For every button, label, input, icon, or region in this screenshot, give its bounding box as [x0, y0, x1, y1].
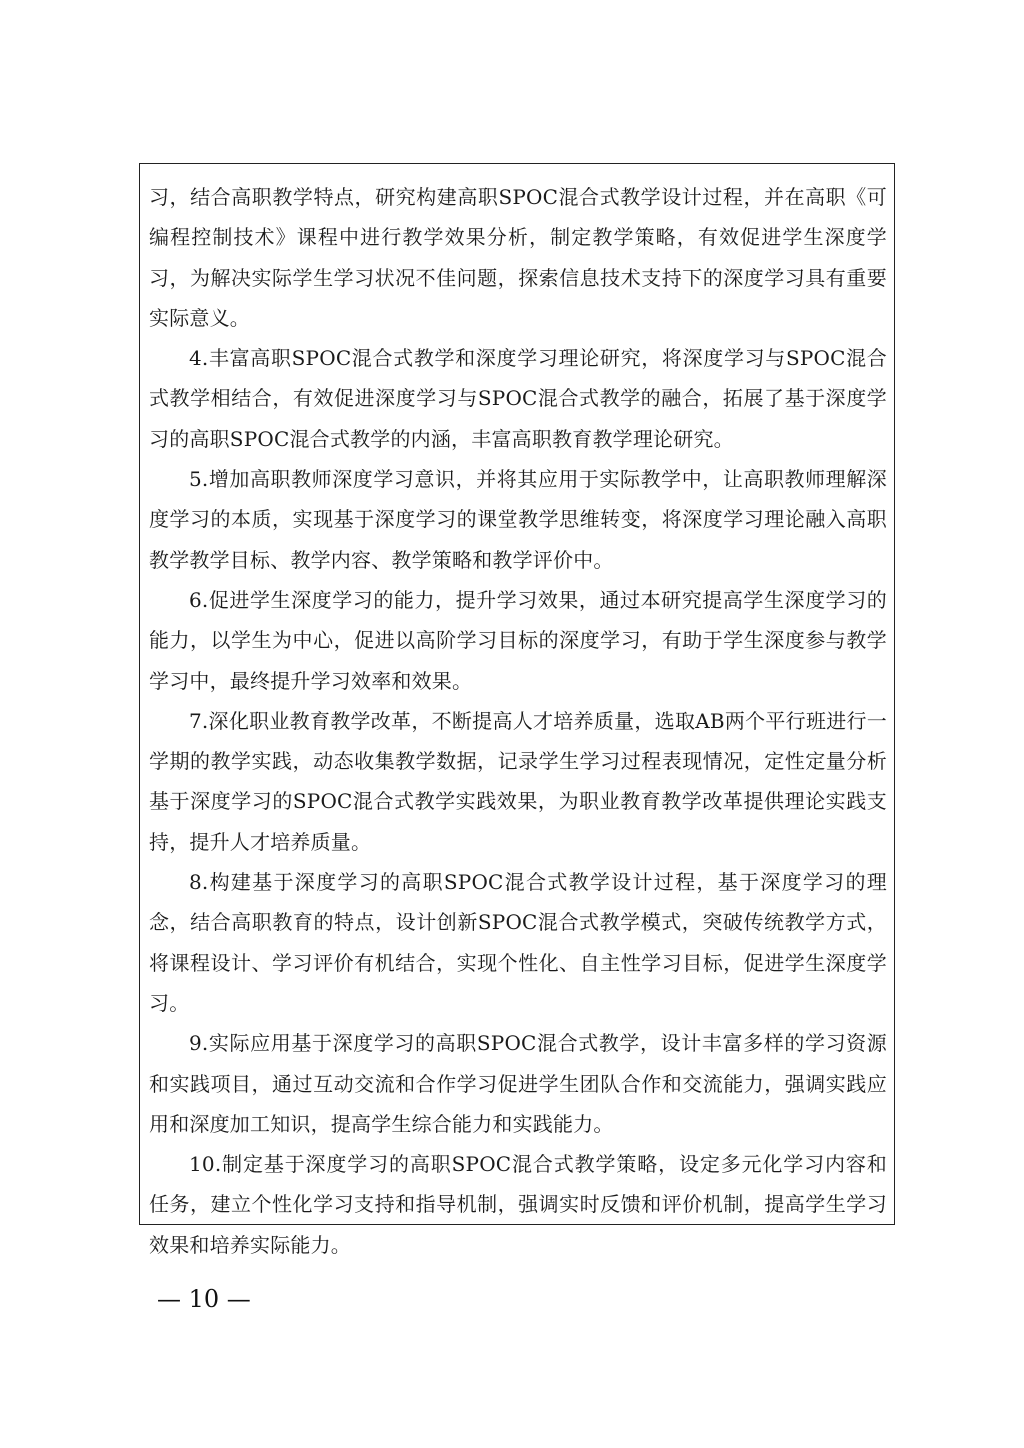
- paragraph-continuation: 习，结合高职教学特点，研究构建高职SPOC混合式教学设计过程，并在高职《可编程控制技术》课程中进行教学效果分析，制定教学策略，有效促进学生深度学习，为解决实际学生学习状况不佳问题，探索信息技术支持下的深度学习具有重要实际意义。: [149, 185, 887, 330]
- page-number: — 10 —: [157, 1285, 251, 1313]
- paragraph-item-5: 5.增加高职教师深度学习意识，并将其应用于实际教学中，让高职教师理解深度学习的本质，实现基于深度学习的课堂教学思维转变，将深度学习理论融入高职教学教学目标、教学内容、教学策略和教学评价中。: [149, 467, 887, 572]
- paragraph-item-6: 6.促进学生深度学习的能力，提升学习效果，通过本研究提高学生深度学习的能力，以学生为中心，促进以高阶学习目标的深度学习，有助于学生深度参与教学学习中，最终提升学习效率和效果。: [149, 587, 887, 693]
- paragraph-item-7: 7.深化职业教育教学改革，不断提高人才培养质量，选取AB两个平行班进行一学期的教学实践，动态收集教学数据，记录学生学习过程表现情况，定性定量分析基于深度学习的SPOC混合式教学实践效果，为职业教育教学改革提供理论实践支持，提升人才培养质量。: [149, 708, 887, 854]
- paragraph-item-4: 4.丰富高职SPOC混合式教学和深度学习理论研究，将深度学习与SPOC混合式教学相结合，有效促进深度学习与SPOC混合式教学的融合，拓展了基于深度学习的高职SPOC混合式教学的内涵，丰富高职教育教学理论研究。: [149, 346, 887, 451]
- paragraph-item-8: 8.构建基于深度学习的高职SPOC混合式教学设计过程，基于深度学习的理念，结合高职教育的特点，设计创新SPOC混合式教学模式，突破传统教学方式，将课程设计、学习评价有机结合，实现个性化、自主性学习目标，促进学生深度学习。: [149, 870, 887, 1015]
- paragraph-item-9: 9.实际应用基于深度学习的高职SPOC混合式教学，设计丰富多样的学习资源和实践项目，通过互动交流和合作学习促进学生团队合作和交流能力，强调实践应用和深度加工知识，提高学生综合能力和实践能力。: [149, 1031, 887, 1136]
- document-body: [149, 177, 887, 1265]
- paragraph-item-10: 10.制定基于深度学习的高职SPOC混合式教学策略，设定多元化学习内容和任务，建立个性化学习支持和指导机制，强调实时反馈和评价机制，提高学生学习效果和培养实际能力。: [149, 1152, 887, 1257]
